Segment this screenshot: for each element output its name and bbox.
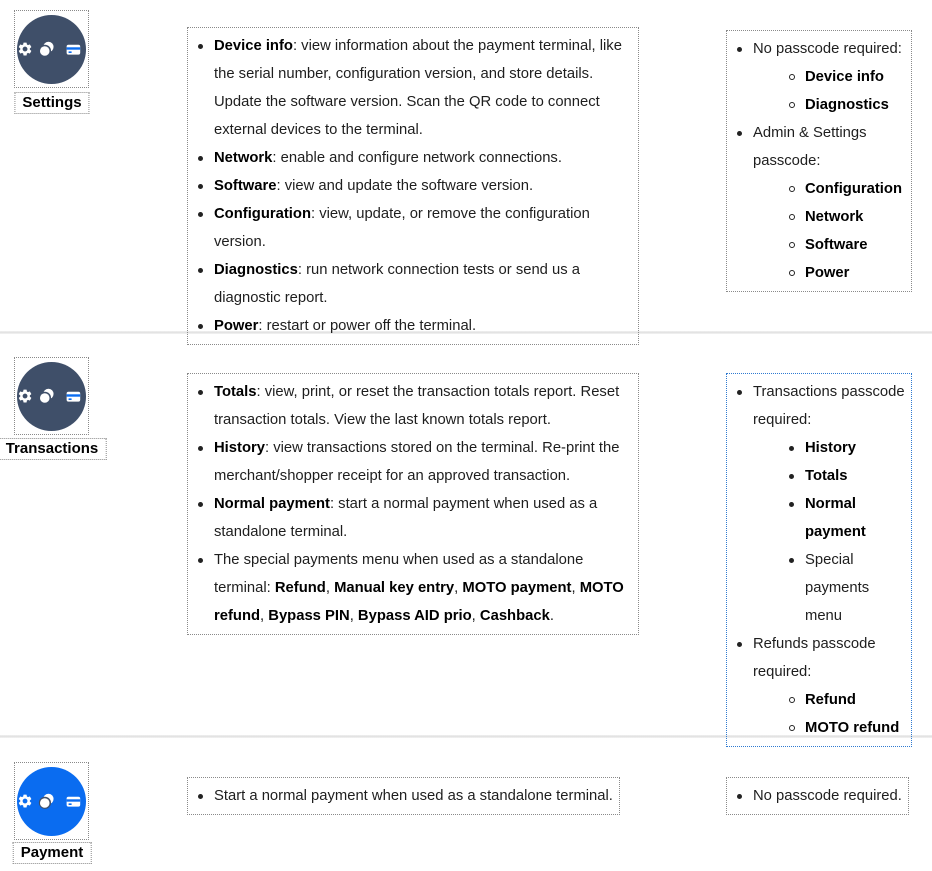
row-icon-circle	[17, 15, 86, 84]
bullet-text: No passcode required:	[753, 41, 902, 57]
circle-bullet-icon	[783, 259, 805, 287]
gear-icon	[17, 375, 33, 417]
row-icon-box	[14, 357, 89, 435]
disc-bullet-icon	[192, 434, 214, 490]
list-item	[731, 259, 905, 287]
description-list	[187, 373, 639, 635]
disc-bullet-icon	[192, 144, 214, 172]
bullet-text: Refund	[805, 692, 856, 708]
disc-bullet-icon	[192, 546, 214, 630]
list-item	[192, 144, 632, 172]
list-item	[192, 32, 632, 144]
bullet-text: Normal payment: start a normal payment when used as a standalone terminal.	[214, 496, 598, 540]
list-item	[731, 630, 905, 686]
list-item	[731, 231, 905, 259]
list-item	[731, 686, 905, 714]
list-item	[731, 434, 905, 462]
bullet-text: History: view transactions stored on the terminal. Re-print the merchant/shopper receipt for an approved transaction.	[214, 440, 620, 484]
list-item	[731, 378, 905, 434]
disc-bullet-icon	[731, 119, 753, 175]
disc-bullet-icon	[192, 172, 214, 200]
circle-bullet-icon	[783, 63, 805, 91]
disc-bullet-icon	[783, 490, 805, 546]
description-column	[187, 777, 620, 815]
row-label-text: Transactions	[5, 440, 99, 457]
list-item	[731, 63, 905, 91]
card-icon	[60, 767, 86, 836]
list-item	[192, 782, 613, 810]
bullet-text: Configuration	[805, 181, 902, 197]
transactions-icon	[33, 362, 59, 431]
bullet-text: Configuration: view, update, or remove the configuration version.	[214, 206, 590, 250]
passcode-list	[726, 777, 909, 815]
bullet-text: Power: restart or power off the terminal.	[214, 318, 477, 334]
disc-bullet-icon	[731, 782, 753, 810]
list-item	[731, 175, 905, 203]
circle-bullet-icon	[783, 686, 805, 714]
list-item	[731, 490, 905, 546]
list-item	[731, 546, 905, 630]
bullet-text: Power	[805, 265, 850, 281]
disc-bullet-icon	[783, 546, 805, 630]
bullet-text: Network: enable and configure network connections.	[214, 150, 562, 166]
bullet-text: MOTO refund	[805, 720, 900, 736]
row-label	[14, 92, 89, 114]
disc-bullet-icon	[731, 35, 753, 63]
bullet-text: Refunds passcode required:	[753, 636, 876, 680]
circle-bullet-icon	[783, 175, 805, 203]
passcode-column	[726, 373, 912, 747]
bullet-text: Network	[805, 209, 864, 225]
bullet-text: Device info: view information about the payment terminal, like the serial number, configuration version, and store details. Update the software version. Scan the QR code to connect external devices to the terminal.	[214, 38, 622, 138]
bullet-text: Totals	[805, 468, 848, 484]
bullet-text: Totals: view, print, or reset the transaction totals report. Reset transaction totals. View the last known totals report.	[214, 384, 620, 428]
disc-bullet-icon	[192, 782, 214, 810]
disc-bullet-icon	[192, 200, 214, 256]
bullet-text: Diagnostics: run network connection tests or send us a diagnostic report.	[214, 262, 580, 306]
card-icon	[60, 15, 86, 84]
disc-bullet-icon	[783, 462, 805, 490]
disc-bullet-icon	[731, 378, 753, 434]
description-list	[187, 777, 620, 815]
list-item	[731, 782, 902, 810]
row-label	[13, 842, 92, 864]
list-item	[192, 378, 632, 434]
circle-bullet-icon	[783, 203, 805, 231]
bullet-text: Software: view and update the software version.	[214, 178, 534, 194]
row-icon-box	[14, 762, 89, 840]
row-label	[0, 438, 106, 460]
circle-bullet-icon	[783, 91, 805, 119]
bullet-text: Admin & Settings passcode:	[753, 125, 867, 169]
bullet-text: Normal payment	[805, 496, 866, 540]
disc-bullet-icon	[731, 630, 753, 686]
passcode-column	[726, 30, 912, 292]
bullet-text: History	[805, 440, 856, 456]
list-item	[192, 200, 632, 256]
gear-icon	[17, 780, 33, 822]
row-label-text: Payment	[20, 844, 84, 861]
transactions-icon	[33, 767, 59, 836]
feature-row	[0, 738, 932, 871]
list-item	[192, 172, 632, 200]
row-icon-circle	[17, 362, 86, 431]
disc-bullet-icon	[192, 32, 214, 144]
feature-row	[0, 0, 932, 334]
list-item	[731, 91, 905, 119]
bullet-text: Diagnostics	[805, 97, 889, 113]
list-item	[731, 35, 905, 63]
card-icon	[60, 362, 86, 431]
list-item	[192, 490, 632, 546]
description-column	[187, 27, 639, 345]
transactions-icon	[33, 15, 59, 84]
disc-bullet-icon	[192, 490, 214, 546]
list-item	[731, 462, 905, 490]
bullet-text: Transactions passcode required:	[753, 384, 905, 428]
description-column	[187, 373, 639, 635]
bullet-text: No passcode required.	[753, 788, 902, 804]
list-item	[192, 434, 632, 490]
row-icon-box	[14, 10, 89, 88]
list-item	[731, 203, 905, 231]
passcode-list	[726, 30, 912, 292]
row-icon-circle	[17, 767, 86, 836]
bullet-text: Software	[805, 237, 868, 253]
disc-bullet-icon	[192, 378, 214, 434]
list-item	[192, 256, 632, 312]
disc-bullet-icon	[192, 256, 214, 312]
circle-bullet-icon	[783, 231, 805, 259]
list-item	[731, 119, 905, 175]
bullet-text: The special payments menu when used as a standalone terminal: Refund, Manual key entry, MOTO payment, MOTO refund, Bypass PIN, Bypass AID prio, Cashback.	[214, 552, 624, 624]
description-list	[187, 27, 639, 345]
list-item	[192, 546, 632, 630]
bullet-text: Device info	[805, 69, 884, 85]
bullet-text: Start a normal payment when used as a standalone terminal.	[214, 788, 613, 804]
disc-bullet-icon	[783, 434, 805, 462]
feature-row	[0, 334, 932, 735]
bullet-text: Special payments menu	[805, 552, 870, 624]
gear-icon	[17, 28, 33, 70]
passcode-column	[726, 777, 909, 815]
row-label-text: Settings	[22, 94, 82, 111]
passcode-list	[726, 373, 912, 747]
